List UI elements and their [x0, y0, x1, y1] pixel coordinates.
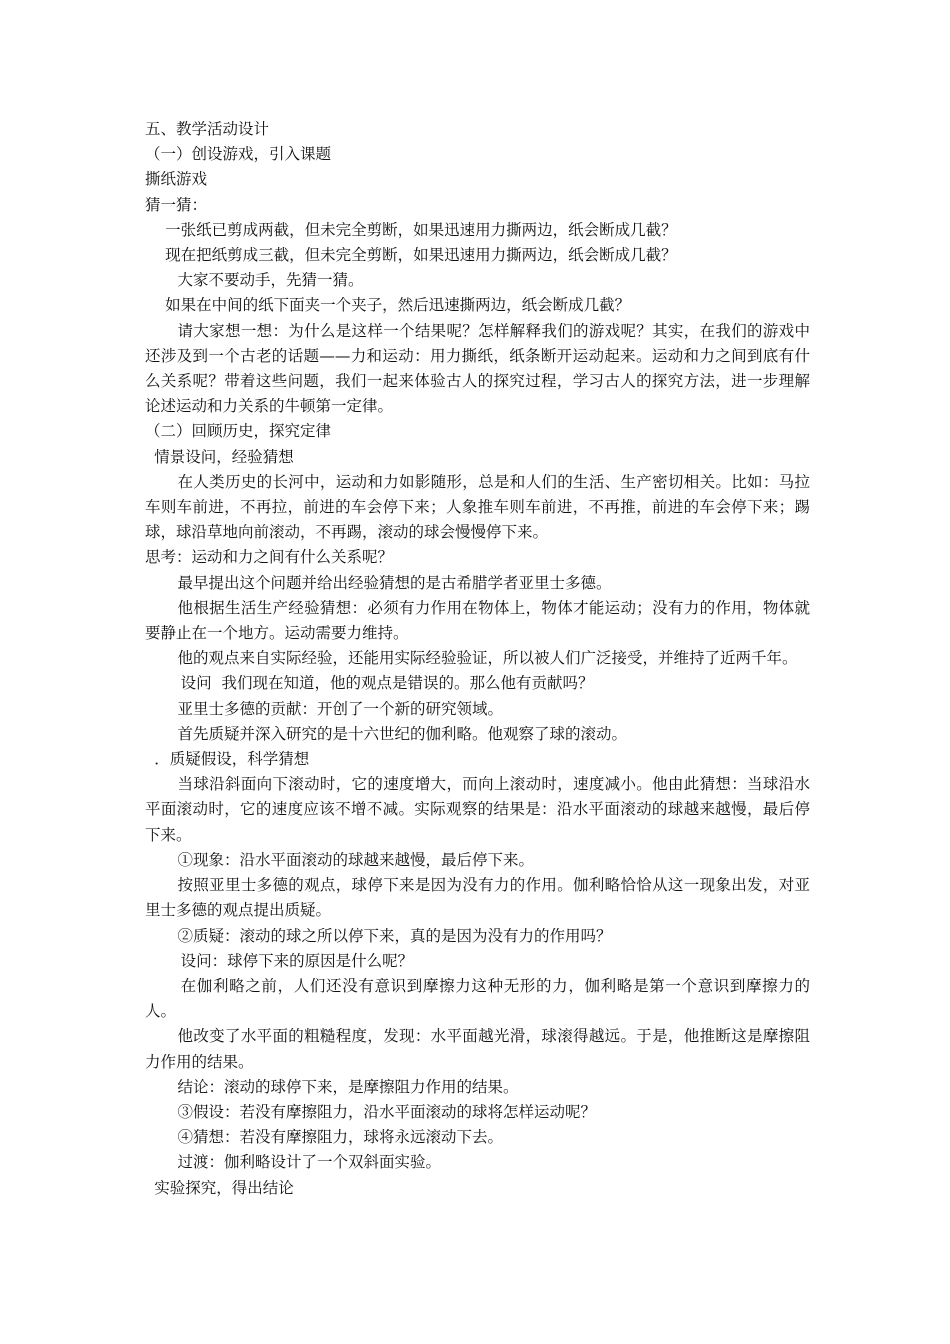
- paragraph: 当球沿斜面向下滚动时，它的速度增大，而向上滚动时，速度减小。他由此猜想：当球沿水平面滚动时，它的速度应该不增不减。实际观察的结果是：沿水平面滚动的球越来越慢，最后停下来。: [145, 775, 810, 844]
- paragraph: ③假设：若没有摩擦阻力，沿水平面滚动的球将怎样运动呢？: [177, 1102, 597, 1121]
- paragraph: 猜一猜：: [145, 195, 208, 214]
- paragraph: 思考：运动和力之间有什么关系呢？: [145, 548, 394, 567]
- paragraph: 撕纸游戏: [145, 170, 208, 189]
- document-body: [145, 117, 810, 1201]
- paragraph: 如果在中间的纸下面夹一个夹子，然后迅速撕两边，纸会断成几截？: [165, 296, 631, 315]
- paragraph: ④猜想：若没有摩擦阻力，球将永远滚动下去。: [177, 1128, 504, 1147]
- paragraph: 实验探究，得出结论: [154, 1178, 294, 1197]
- paragraph: （二）回顾历史，探究定律: [145, 422, 332, 441]
- paragraph: ①现象：沿水平面滚动的球越来越慢，最后停下来。: [177, 850, 535, 869]
- paragraph: 在伽利略之前，人们还没有意识到摩擦力这种无形的力，伽利略是第一个意识到摩擦力的人。: [145, 976, 810, 1021]
- paragraph: 在人类历史的长河中，运动和力如影随形，总是和人们的生活、生产密切相关。比如：马拉车则车前进，不再拉，前进的车会停下来；人象推车则车前进，不再推，前进的车会停下来；踢球，球沿草地向前滚动，不再踢，滚动的球会慢慢停下来。: [145, 472, 810, 542]
- paragraph: 他改变了水平面的粗糙程度，发现：水平面越光滑，球滚得越远。于是，他推断这是摩擦阻力作用的结果。: [145, 1027, 810, 1071]
- paragraph: 请大家想一想：为什么是这样一个结果呢？怎样解释我们的游戏呢？其实，在我们的游戏中还涉及到一个古老的话题——力和运动：用力撕纸，纸条断开运动起来。运动和力之间到底有什么关系呢？带着这些问题，我们一起来体验古人的探究过程，学习古人的探究方法，进一步理解论述运动和力关系的牛顿第一定律。: [145, 321, 810, 416]
- paragraph: （一）创设游戏，引入课题: [145, 145, 332, 164]
- paragraph: 现在把纸剪成三截，但未完全剪断，如果迅速用力撕两边，纸会断成几截？: [165, 246, 677, 265]
- paragraph: 大家不要动手，先猜一猜。: [177, 271, 364, 290]
- paragraph: 情景设问，经验猜想: [154, 447, 294, 466]
- paragraph: 五、教学活动设计: [145, 120, 270, 138]
- paragraph: 结论：滚动的球停下来，是摩擦阻力作用的结果。: [177, 1077, 519, 1096]
- paragraph: 过渡：伽利略设计了一个双斜面实验。: [177, 1153, 442, 1172]
- paragraph: 亚里士多德的贡献：开创了一个新的研究领域。: [177, 699, 504, 718]
- paragraph: 最早提出这个问题并给出经验猜想的是古希腊学者亚里士多德。: [177, 573, 612, 592]
- paragraph: 首先质疑并深入研究的是十六世纪的伽利略。他观察了球的滚动。: [177, 724, 628, 743]
- paragraph: 按照亚里士多德的观点，球停下来是因为没有力的作用。伽利略恰恰从这一现象出发，对亚里士多德的观点提出质疑。: [145, 876, 810, 920]
- paragraph: ．质疑假设，科学猜想: [154, 750, 310, 769]
- paragraph: 设问 我们现在知道，他的观点是错误的。那么他有贡献吗？: [180, 674, 594, 693]
- paragraph: 一张纸已剪成两截，但未完全剪断，如果迅速用力撕两边，纸会断成几截？: [165, 220, 677, 239]
- paragraph: 他根据生活生产经验猜想：必须有力作用在物体上，物体才能运动；没有力的作用，物体就要静止在一个地方。运动需要力维持。: [145, 598, 810, 643]
- paragraph: 设问：球停下来的原因是什么呢？: [180, 951, 414, 970]
- paragraph: ②质疑：滚动的球之所以停下来，真的是因为没有力的作用吗？: [177, 926, 612, 945]
- paragraph: 他的观点来自实际经验，还能用实际经验验证，所以被人们广泛接受，并维持了近两千年。: [177, 649, 798, 668]
